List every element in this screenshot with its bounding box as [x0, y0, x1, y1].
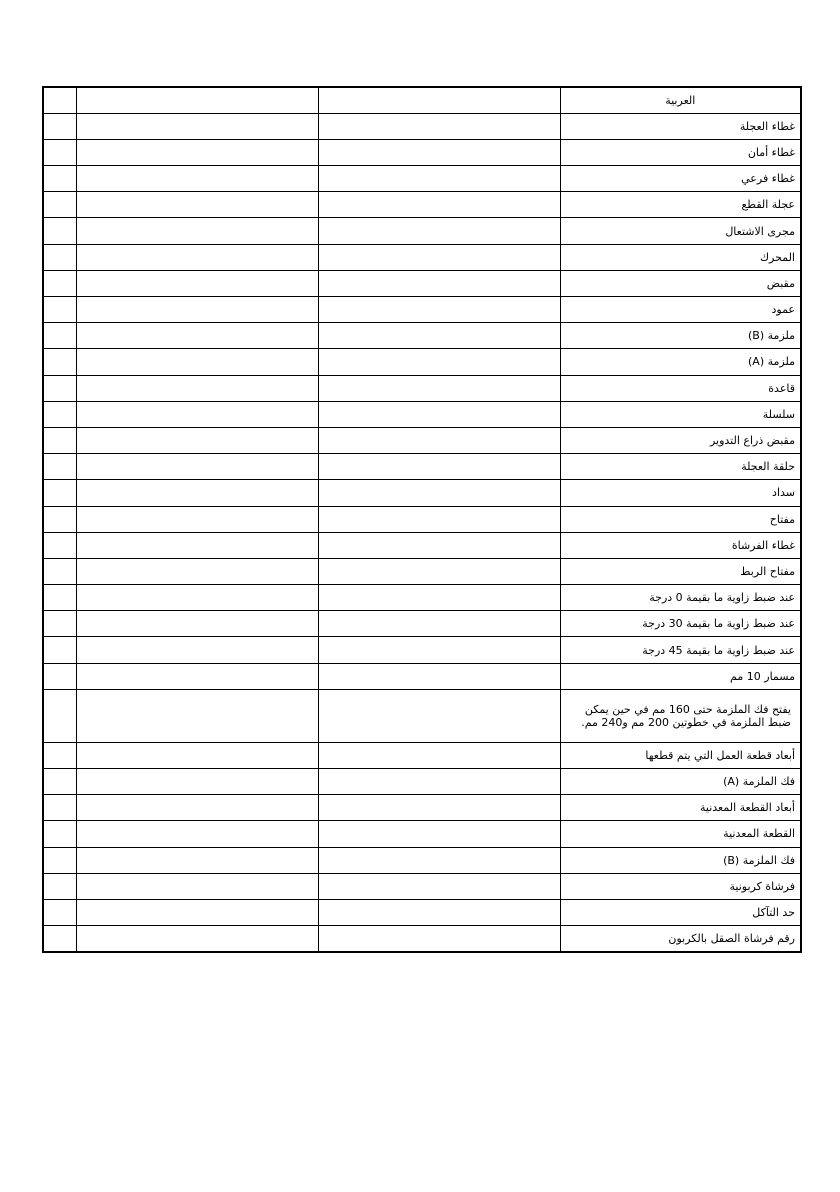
column-3-cell [318, 375, 560, 401]
arabic-term-cell: ملزمة (A) [560, 349, 801, 375]
table-row [43, 689, 801, 742]
column-3-cell [318, 532, 560, 558]
column-3-cell [318, 427, 560, 453]
arabic-term-cell: أبعاد القطعة المعدنية [560, 795, 801, 821]
row-number-cell [43, 899, 76, 925]
table-row [43, 297, 801, 323]
column-3-cell [318, 769, 560, 795]
table-row [43, 899, 801, 925]
arabic-term-cell: سداد [560, 480, 801, 506]
column-2-cell [76, 663, 318, 689]
column-2-cell [76, 795, 318, 821]
arabic-term-cell: مقبض [560, 270, 801, 296]
arabic-term-cell [560, 689, 801, 742]
table-row [43, 585, 801, 611]
row-number-cell [43, 873, 76, 899]
table-row [43, 323, 801, 349]
column-2-cell [76, 323, 318, 349]
row-number-cell [43, 401, 76, 427]
column-3-cell [318, 847, 560, 873]
arabic-term-cell: سلسلة [560, 401, 801, 427]
table-row [43, 427, 801, 453]
header-cell-column-2 [76, 87, 318, 113]
row-number-cell [43, 637, 76, 663]
column-3-cell [318, 218, 560, 244]
column-2-cell [76, 297, 318, 323]
row-number-cell [43, 558, 76, 584]
arabic-term-cell: عند ضبط زاوية ما بقيمة 45 درجة [560, 637, 801, 663]
column-3-cell [318, 689, 560, 742]
arabic-term-cell: غطاء العجلة [560, 113, 801, 139]
column-3-cell [318, 401, 560, 427]
column-3-cell [318, 323, 560, 349]
table-row [43, 926, 801, 952]
arabic-term-cell: المحرك [560, 244, 801, 270]
column-2-cell [76, 218, 318, 244]
column-3-cell [318, 480, 560, 506]
arabic-term-cell: مفتاح [560, 506, 801, 532]
arabic-term-cell: عند ضبط زاوية ما بقيمة 30 درجة [560, 611, 801, 637]
table-body [43, 113, 801, 952]
column-2-cell [76, 847, 318, 873]
column-3-cell [318, 899, 560, 925]
column-3-cell [318, 244, 560, 270]
row-number-cell [43, 218, 76, 244]
arabic-term-cell: القطعة المعدنية [560, 821, 801, 847]
column-2-cell [76, 139, 318, 165]
table-row [43, 821, 801, 847]
arabic-term-cell: فرشاة كربونية [560, 873, 801, 899]
table-row [43, 637, 801, 663]
column-3-cell [318, 795, 560, 821]
arabic-term-cell: فك الملزمة (B) [560, 847, 801, 873]
row-number-cell [43, 244, 76, 270]
column-2-cell [76, 349, 318, 375]
column-2-cell [76, 926, 318, 952]
column-2-cell [76, 192, 318, 218]
arabic-term-cell: عمود [560, 297, 801, 323]
arabic-term-cell: ملزمة (B) [560, 323, 801, 349]
column-3-cell [318, 821, 560, 847]
column-2-cell [76, 506, 318, 532]
arabic-term-cell: غطاء فرعي [560, 166, 801, 192]
column-2-cell [76, 899, 318, 925]
row-number-cell [43, 375, 76, 401]
arabic-term-cell: حد التآكل [560, 899, 801, 925]
column-3-cell [318, 139, 560, 165]
column-3-cell [318, 166, 560, 192]
table-row [43, 244, 801, 270]
column-2-cell [76, 427, 318, 453]
column-3-cell [318, 611, 560, 637]
table-row [43, 795, 801, 821]
row-number-cell [43, 847, 76, 873]
column-3-cell [318, 349, 560, 375]
table-row [43, 480, 801, 506]
row-number-cell [43, 166, 76, 192]
column-3-cell [318, 297, 560, 323]
table-row [43, 611, 801, 637]
arabic-term-cell: أبعاد قطعة العمل التي يتم قطعها [560, 742, 801, 768]
arabic-term-cell: عجلة القطع [560, 192, 801, 218]
row-number-cell [43, 532, 76, 558]
table-row [43, 532, 801, 558]
table-row [43, 270, 801, 296]
column-2-cell [76, 166, 318, 192]
row-number-cell [43, 506, 76, 532]
row-number-cell [43, 926, 76, 952]
row-number-cell [43, 663, 76, 689]
column-2-cell [76, 532, 318, 558]
column-3-cell [318, 585, 560, 611]
column-2-cell [76, 375, 318, 401]
column-3-cell [318, 192, 560, 218]
row-number-cell [43, 349, 76, 375]
row-number-cell [43, 480, 76, 506]
column-2-cell [76, 558, 318, 584]
row-number-cell [43, 585, 76, 611]
row-number-cell [43, 742, 76, 768]
arabic-term-cell: غطاء الفرشاة [560, 532, 801, 558]
column-2-cell [76, 689, 318, 742]
header-cell-number [43, 87, 76, 113]
row-number-cell [43, 139, 76, 165]
column-2-cell [76, 113, 318, 139]
row-number-cell [43, 769, 76, 795]
table-row [43, 558, 801, 584]
row-number-cell [43, 611, 76, 637]
table-row [43, 349, 801, 375]
table-row [43, 113, 801, 139]
column-2-cell [76, 769, 318, 795]
row-number-cell [43, 270, 76, 296]
table-row [43, 742, 801, 768]
column-2-cell [76, 611, 318, 637]
table-row [43, 847, 801, 873]
parts-table [42, 86, 802, 953]
column-2-cell [76, 742, 318, 768]
column-3-cell [318, 742, 560, 768]
column-2-cell [76, 401, 318, 427]
table-row [43, 218, 801, 244]
column-3-cell [318, 113, 560, 139]
column-3-cell [318, 506, 560, 532]
arabic-term-cell: مقبض ذراع التدوير [560, 427, 801, 453]
arabic-term-cell: عند ضبط زاوية ما بقيمة 0 درجة [560, 585, 801, 611]
table-row [43, 166, 801, 192]
arabic-term-cell: غطاء أمان [560, 139, 801, 165]
row-number-cell [43, 427, 76, 453]
table-row [43, 192, 801, 218]
arabic-term-cell: رقم فرشاة الصقل بالكربون [560, 926, 801, 952]
column-2-cell [76, 480, 318, 506]
table-row [43, 506, 801, 532]
table-row [43, 454, 801, 480]
column-2-cell [76, 873, 318, 899]
table-row [43, 769, 801, 795]
row-number-cell [43, 297, 76, 323]
row-number-cell [43, 113, 76, 139]
row-number-cell [43, 192, 76, 218]
header-cell-column-3 [318, 87, 560, 113]
arabic-term-line: ضبط الملزمة في خطوتين 200 مم و240 مم. [581, 715, 791, 729]
column-3-cell [318, 926, 560, 952]
column-2-cell [76, 454, 318, 480]
column-2-cell [76, 637, 318, 663]
column-3-cell [318, 454, 560, 480]
table-header-row [43, 87, 801, 113]
column-3-cell [318, 270, 560, 296]
column-2-cell [76, 821, 318, 847]
table-row [43, 139, 801, 165]
table-row [43, 401, 801, 427]
arabic-term-cell: مسمار 10 مم [560, 663, 801, 689]
column-3-cell [318, 637, 560, 663]
arabic-term-cell: مفتاح الربط [560, 558, 801, 584]
column-3-cell [318, 873, 560, 899]
table-row [43, 873, 801, 899]
row-number-cell [43, 689, 76, 742]
column-2-cell [76, 270, 318, 296]
arabic-term-cell: قاعدة [560, 375, 801, 401]
table-row [43, 375, 801, 401]
column-3-cell [318, 663, 560, 689]
arabic-term-line: يفتح فك الملزمة حتى 160 مم في حين يمكن [584, 702, 791, 716]
row-number-cell [43, 454, 76, 480]
column-3-cell [318, 558, 560, 584]
column-2-cell [76, 244, 318, 270]
arabic-term-cell: حلقة العجلة [560, 454, 801, 480]
column-2-cell [76, 585, 318, 611]
arabic-term-cell: فك الملزمة (A) [560, 769, 801, 795]
header-cell-arabic: العربية [560, 87, 801, 113]
row-number-cell [43, 795, 76, 821]
table-row [43, 663, 801, 689]
row-number-cell [43, 323, 76, 349]
arabic-term-cell: مجرى الاشتعال [560, 218, 801, 244]
row-number-cell [43, 821, 76, 847]
